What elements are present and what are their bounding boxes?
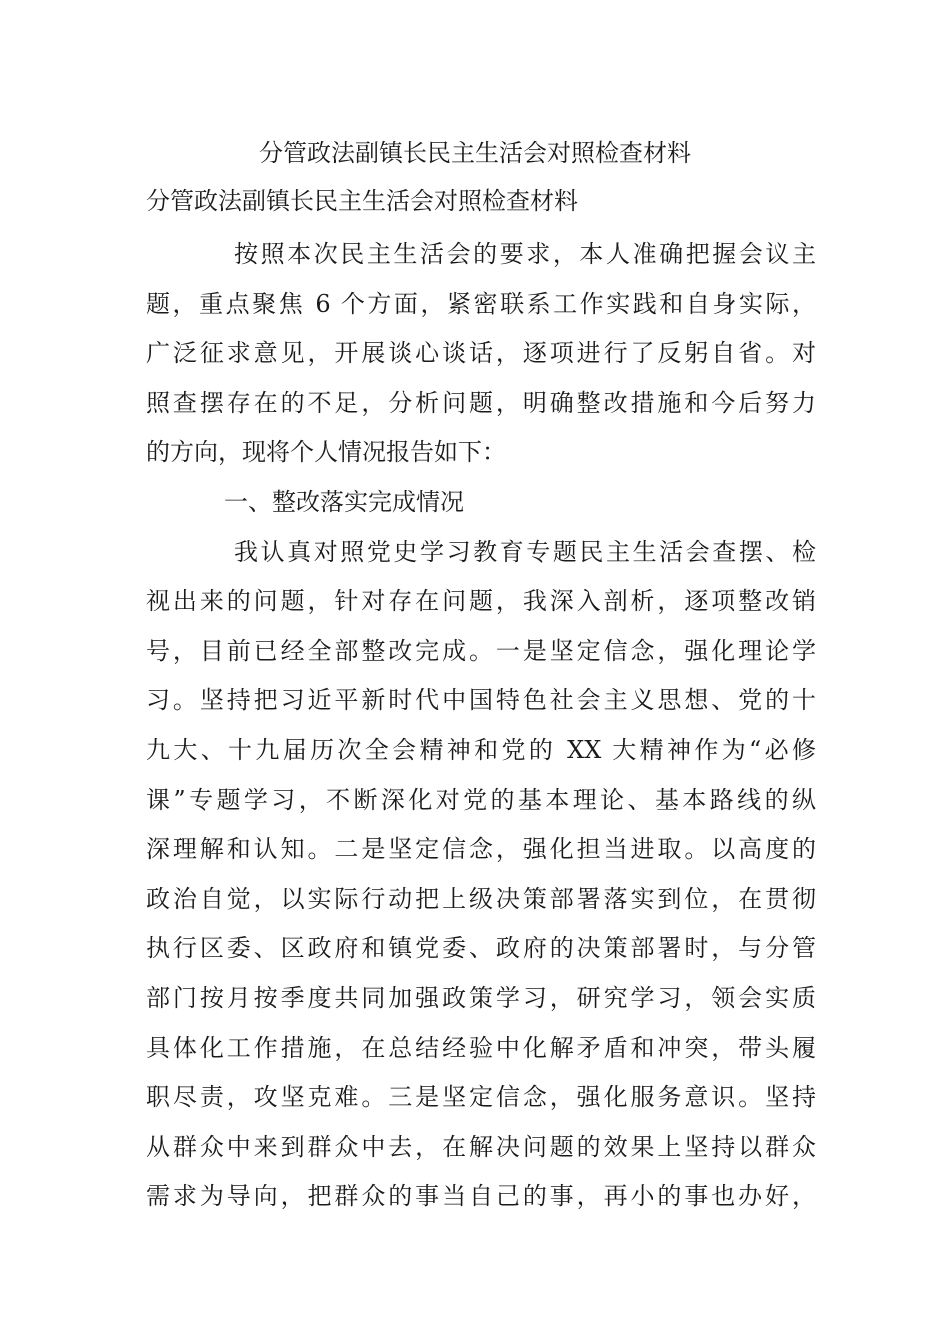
paragraph-line: 按照本次民主生活会的要求，本人准确把握会议主 [234,240,816,268]
paragraph-line: 我认真对照党史学习教育专题民主生活会查摆、检 [234,537,816,566]
paragraph-line: 题，重点聚焦 6 个方面，紧密联系工作实践和自身实际， [146,289,816,318]
paragraph-line: 从群众中来到群众中去，在解决问题的效果上坚持以群众 [146,1132,816,1161]
paragraph-intro [146,230,816,478]
document-subtitle: 分管政法副镇长民主生活会对照检查材料 [146,187,578,215]
paragraph-line: 的方向，现将个人情况报告如下： [146,438,506,467]
section-heading: 一、整改落实完成情况 [224,487,464,516]
paragraph-line: 执行区委、区政府和镇党委、政府的决策部署时，与分管 [146,934,816,963]
paragraph-line: 职尽责，攻坚克难。三是坚定信念，强化服务意识。坚持 [146,1083,816,1112]
paragraph-line: 视出来的问题，针对存在问题，我深入剖析，逐项整改销 [146,587,816,616]
paragraph-line: 照查摆存在的不足，分析问题，明确整改措施和今后努力 [146,388,816,417]
paragraph-line: 需求为导向，把群众的事当自己的事，再小的事也办好， [146,1182,816,1211]
paragraph-line: 习。坚持把习近平新时代中国特色社会主义思想、党的十 [146,686,816,715]
document-title: 分管政法副镇长民主生活会对照检查材料 [259,139,691,167]
paragraph-line: 深理解和认知。二是坚定信念，强化担当进取。以高度的 [146,835,816,864]
document-body [146,230,816,1222]
paragraph-line: 广泛征求意见，开展谈心谈话，逐项进行了反躬自省。对 [146,339,816,368]
paragraph-line: 具体化工作措施，在总结经验中化解矛盾和冲突，带头履 [146,1033,816,1062]
paragraph-line: 部门按月按季度共同加强政策学习，研究学习，领会实质 [146,983,816,1012]
paragraph-line: 九大、十九届历次全会精神和党的 XX 大精神作为“必修 [146,735,816,764]
paragraph-line: 政治自觉，以实际行动把上级决策部署落实到位，在贯彻 [146,884,816,913]
paragraph-line: 课”专题学习，不断深化对党的基本理论、基本路线的纵 [146,785,816,814]
paragraph-rectification [146,528,816,1222]
paragraph-line: 号，目前已经全部整改完成。一是坚定信念，强化理论学 [146,636,816,665]
